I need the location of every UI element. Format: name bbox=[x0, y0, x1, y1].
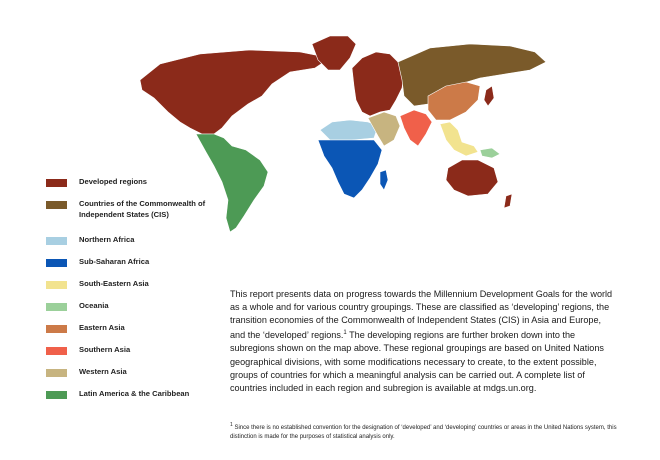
legend-swatch bbox=[46, 237, 67, 245]
footnote-reference: 1 bbox=[343, 330, 347, 337]
legend-swatch bbox=[46, 325, 67, 333]
legend-item-western-asia bbox=[46, 366, 219, 377]
region-new-zealand bbox=[504, 194, 512, 208]
legend-label: Oceania bbox=[79, 301, 109, 310]
legend-swatch bbox=[46, 281, 67, 289]
intro-text-part2: The developing regions are further broken down into the subregions shown on the map above. These regional groupings are based on United Nations geographical divisions, with some modifications necessary to create, to the extent possible, groups of countries for which a meaningful analysis can be carried out. A complete list of countries included in each region and subregion is available at mdgs.un.org. bbox=[230, 330, 604, 393]
legend-item-southern-asia bbox=[46, 344, 219, 355]
legend-label: Western Asia bbox=[79, 367, 127, 376]
legend-item-latin-america bbox=[46, 388, 219, 399]
legend-label: Developed regions bbox=[79, 177, 147, 186]
region-japan bbox=[484, 86, 494, 106]
legend-swatch bbox=[46, 391, 67, 399]
region-oceania bbox=[480, 148, 500, 158]
footnote bbox=[230, 421, 620, 442]
region-australia bbox=[446, 160, 498, 196]
region-madagascar bbox=[380, 170, 388, 190]
legend-label: Eastern Asia bbox=[79, 323, 125, 332]
region-north-america bbox=[140, 50, 330, 134]
legend-swatch bbox=[46, 303, 67, 311]
intro-text-part1: This report presents data on progress towards the Millennium Development Goals for the world as a whole and for various country groupings. These are classified as ‘developing’ regions, the transition economies of the Commonwealth of Independent States (CIS) in Asia and Europe, and the ‘developed’ regions. bbox=[230, 289, 613, 341]
legend-label: Countries of the Commonwealth of Independent States (CIS) bbox=[79, 199, 206, 219]
legend-swatch bbox=[46, 259, 67, 267]
footnote-marker: 1 bbox=[230, 422, 233, 428]
footnote-text: Since there is no established convention for the designation of ‘developed’ and ‘developing’ countries or areas in the United Nations system, this distinction is made for the purposes of statistical analysis only. bbox=[230, 425, 617, 440]
legend-item-sub-saharan-africa bbox=[46, 256, 219, 267]
legend-swatch bbox=[46, 201, 67, 209]
region-sub-saharan-africa bbox=[318, 140, 382, 198]
legend-item-oceania bbox=[46, 300, 219, 311]
legend-item-northern-africa bbox=[46, 234, 219, 245]
legend-swatch bbox=[46, 347, 67, 355]
region-europe bbox=[352, 52, 404, 116]
region-northern-africa bbox=[320, 120, 378, 140]
legend-item-cis bbox=[46, 198, 219, 220]
legend-item-eastern-asia bbox=[46, 322, 219, 333]
region-south-eastern-asia bbox=[440, 122, 478, 156]
legend-label: Sub-Saharan Africa bbox=[79, 257, 150, 266]
legend-label: South-Eastern Asia bbox=[79, 279, 149, 288]
legend-swatch bbox=[46, 369, 67, 377]
legend-swatch bbox=[46, 179, 67, 187]
region-southern-asia bbox=[400, 110, 432, 146]
legend-label: Southern Asia bbox=[79, 345, 131, 354]
legend-label: Northern Africa bbox=[79, 235, 135, 244]
legend-item-developed bbox=[46, 176, 219, 187]
legend-item-south-eastern-asia bbox=[46, 278, 219, 289]
intro-paragraph bbox=[230, 288, 615, 395]
legend-label: Latin America & the Caribbean bbox=[79, 389, 190, 398]
